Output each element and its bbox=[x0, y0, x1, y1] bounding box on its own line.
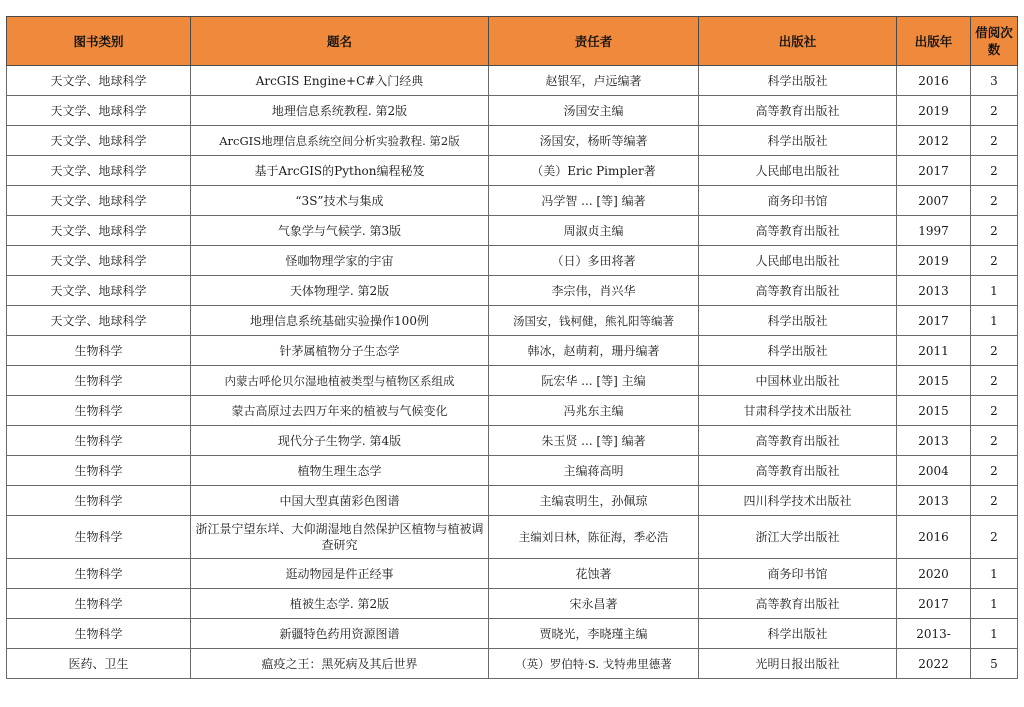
cell-borrow-count: 3 bbox=[971, 66, 1018, 96]
cell-year: 2013 bbox=[897, 276, 971, 306]
cell-publisher: 科学出版社 bbox=[699, 306, 897, 336]
cell-category: 天文学、地球科学 bbox=[7, 126, 191, 156]
header-row bbox=[7, 17, 1018, 66]
cell-title: ArcGIS地理信息系统空间分析实验教程. 第2版 bbox=[191, 126, 489, 156]
cell-year: 2013- bbox=[897, 619, 971, 649]
cell-title: “3S”技术与集成 bbox=[191, 186, 489, 216]
cell-author: 李宗伟，肖兴华 bbox=[489, 276, 699, 306]
cell-category: 生物科学 bbox=[7, 366, 191, 396]
book-borrow-table bbox=[6, 16, 1018, 679]
cell-borrow-count: 1 bbox=[971, 619, 1018, 649]
cell-borrow-count: 1 bbox=[971, 559, 1018, 589]
table-row bbox=[7, 96, 1018, 126]
cell-publisher: 高等教育出版社 bbox=[699, 96, 897, 126]
cell-author: 宋永昌著 bbox=[489, 589, 699, 619]
cell-year: 2012 bbox=[897, 126, 971, 156]
cell-borrow-count: 2 bbox=[971, 426, 1018, 456]
table-row bbox=[7, 559, 1018, 589]
cell-author: 贾晓光，李晓瑾主编 bbox=[489, 619, 699, 649]
cell-borrow-count: 2 bbox=[971, 366, 1018, 396]
table-row bbox=[7, 589, 1018, 619]
cell-author: 冯兆东主编 bbox=[489, 396, 699, 426]
cell-year: 2007 bbox=[897, 186, 971, 216]
cell-borrow-count: 1 bbox=[971, 306, 1018, 336]
cell-publisher: 科学出版社 bbox=[699, 619, 897, 649]
cell-author: 汤国安，杨昕等编著 bbox=[489, 126, 699, 156]
cell-borrow-count: 2 bbox=[971, 156, 1018, 186]
cell-author: （日）多田将著 bbox=[489, 246, 699, 276]
cell-year: 2015 bbox=[897, 366, 971, 396]
cell-borrow-count: 2 bbox=[971, 516, 1018, 559]
cell-category: 生物科学 bbox=[7, 516, 191, 559]
cell-publisher: 商务印书馆 bbox=[699, 186, 897, 216]
table-row bbox=[7, 306, 1018, 336]
header-year: 出版年 bbox=[897, 17, 971, 66]
cell-year: 2011 bbox=[897, 336, 971, 366]
cell-year: 2016 bbox=[897, 516, 971, 559]
cell-category: 天文学、地球科学 bbox=[7, 306, 191, 336]
cell-title: 地理信息系统教程. 第2版 bbox=[191, 96, 489, 126]
cell-year: 2015 bbox=[897, 396, 971, 426]
cell-publisher: 高等教育出版社 bbox=[699, 589, 897, 619]
cell-year: 2022 bbox=[897, 649, 971, 679]
cell-category: 生物科学 bbox=[7, 486, 191, 516]
cell-title: ArcGIS Engine+C#入门经典 bbox=[191, 66, 489, 96]
cell-borrow-count: 2 bbox=[971, 486, 1018, 516]
cell-category: 生物科学 bbox=[7, 396, 191, 426]
table-row bbox=[7, 619, 1018, 649]
cell-title: 逛动物园是件正经事 bbox=[191, 559, 489, 589]
table-row bbox=[7, 426, 1018, 456]
table-row bbox=[7, 516, 1018, 559]
cell-title: 瘟疫之王：黑死病及其后世界 bbox=[191, 649, 489, 679]
cell-borrow-count: 5 bbox=[971, 649, 1018, 679]
cell-year: 2016 bbox=[897, 66, 971, 96]
cell-author: 主编蒋高明 bbox=[489, 456, 699, 486]
cell-category: 生物科学 bbox=[7, 456, 191, 486]
table-row bbox=[7, 366, 1018, 396]
cell-title: 天体物理学. 第2版 bbox=[191, 276, 489, 306]
cell-borrow-count: 2 bbox=[971, 336, 1018, 366]
cell-borrow-count: 2 bbox=[971, 126, 1018, 156]
table-row bbox=[7, 126, 1018, 156]
cell-publisher: 人民邮电出版社 bbox=[699, 246, 897, 276]
table-row bbox=[7, 336, 1018, 366]
cell-borrow-count: 2 bbox=[971, 96, 1018, 126]
cell-year: 2013 bbox=[897, 426, 971, 456]
cell-publisher: 浙江大学出版社 bbox=[699, 516, 897, 559]
cell-borrow-count: 2 bbox=[971, 216, 1018, 246]
table-row bbox=[7, 66, 1018, 96]
header-category: 图书类别 bbox=[7, 17, 191, 66]
cell-title: 地理信息系统基础实验操作100例 bbox=[191, 306, 489, 336]
table-row bbox=[7, 276, 1018, 306]
cell-category: 天文学、地球科学 bbox=[7, 186, 191, 216]
cell-borrow-count: 1 bbox=[971, 589, 1018, 619]
cell-category: 天文学、地球科学 bbox=[7, 276, 191, 306]
cell-author: 韩冰，赵萌莉，珊丹编著 bbox=[489, 336, 699, 366]
cell-title: 新疆特色药用资源图谱 bbox=[191, 619, 489, 649]
table-row bbox=[7, 216, 1018, 246]
cell-publisher: 科学出版社 bbox=[699, 336, 897, 366]
cell-author: （英）罗伯特·S. 戈特弗里德著 bbox=[489, 649, 699, 679]
header-borrow-count: 借阅次数 bbox=[971, 17, 1018, 66]
cell-author: 汤国安，钱柯健，熊礼阳等编著 bbox=[489, 306, 699, 336]
cell-borrow-count: 2 bbox=[971, 456, 1018, 486]
cell-year: 1997 bbox=[897, 216, 971, 246]
cell-year: 2019 bbox=[897, 246, 971, 276]
cell-publisher: 四川科学技术出版社 bbox=[699, 486, 897, 516]
cell-publisher: 高等教育出版社 bbox=[699, 216, 897, 246]
cell-title: 现代分子生物学. 第4版 bbox=[191, 426, 489, 456]
cell-publisher: 科学出版社 bbox=[699, 126, 897, 156]
cell-title: 基于ArcGIS的Python编程秘笈 bbox=[191, 156, 489, 186]
table-row bbox=[7, 246, 1018, 276]
cell-year: 2017 bbox=[897, 306, 971, 336]
cell-publisher: 商务印书馆 bbox=[699, 559, 897, 589]
header-author: 责任者 bbox=[489, 17, 699, 66]
cell-author: 朱玉贤 ... [等] 编著 bbox=[489, 426, 699, 456]
cell-title: 浙江景宁望东垟、大仰湖湿地自然保护区植物与植被调查研究 bbox=[191, 516, 489, 559]
cell-publisher: 科学出版社 bbox=[699, 66, 897, 96]
cell-publisher: 高等教育出版社 bbox=[699, 276, 897, 306]
cell-author: （美）Eric Pimpler著 bbox=[489, 156, 699, 186]
cell-title: 蒙古高原过去四万年来的植被与气候变化 bbox=[191, 396, 489, 426]
cell-year: 2004 bbox=[897, 456, 971, 486]
cell-author: 冯学智 ... [等] 编著 bbox=[489, 186, 699, 216]
cell-publisher: 高等教育出版社 bbox=[699, 456, 897, 486]
document-page bbox=[6, 16, 1017, 679]
cell-year: 2020 bbox=[897, 559, 971, 589]
cell-author: 主编袁明生，孙佩琼 bbox=[489, 486, 699, 516]
cell-borrow-count: 2 bbox=[971, 186, 1018, 216]
cell-category: 生物科学 bbox=[7, 589, 191, 619]
cell-title: 中国大型真菌彩色图谱 bbox=[191, 486, 489, 516]
cell-title: 怪咖物理学家的宇宙 bbox=[191, 246, 489, 276]
header-title: 题名 bbox=[191, 17, 489, 66]
table-row bbox=[7, 456, 1018, 486]
cell-category: 天文学、地球科学 bbox=[7, 156, 191, 186]
cell-title: 内蒙古呼伦贝尔湿地植被类型与植物区系组成 bbox=[191, 366, 489, 396]
table-row bbox=[7, 186, 1018, 216]
table-row bbox=[7, 649, 1018, 679]
cell-author: 汤国安主编 bbox=[489, 96, 699, 126]
cell-author: 赵银军，卢远编著 bbox=[489, 66, 699, 96]
cell-category: 医药、卫生 bbox=[7, 649, 191, 679]
cell-author: 主编刘日林，陈征海，季必浩 bbox=[489, 516, 699, 559]
cell-publisher: 人民邮电出版社 bbox=[699, 156, 897, 186]
cell-publisher: 中国林业出版社 bbox=[699, 366, 897, 396]
header-publisher: 出版社 bbox=[699, 17, 897, 66]
cell-publisher: 高等教育出版社 bbox=[699, 426, 897, 456]
cell-category: 生物科学 bbox=[7, 336, 191, 366]
cell-year: 2019 bbox=[897, 96, 971, 126]
cell-title: 植物生理生态学 bbox=[191, 456, 489, 486]
cell-author: 花蚀著 bbox=[489, 559, 699, 589]
cell-borrow-count: 1 bbox=[971, 276, 1018, 306]
cell-year: 2017 bbox=[897, 156, 971, 186]
cell-category: 生物科学 bbox=[7, 619, 191, 649]
cell-author: 周淑贞主编 bbox=[489, 216, 699, 246]
cell-publisher: 光明日报出版社 bbox=[699, 649, 897, 679]
cell-year: 2013 bbox=[897, 486, 971, 516]
table-row bbox=[7, 396, 1018, 426]
cell-publisher: 甘肃科学技术出版社 bbox=[699, 396, 897, 426]
cell-borrow-count: 2 bbox=[971, 246, 1018, 276]
cell-author: 阮宏华 ... [等] 主编 bbox=[489, 366, 699, 396]
cell-year: 2017 bbox=[897, 589, 971, 619]
cell-category: 生物科学 bbox=[7, 426, 191, 456]
cell-category: 天文学、地球科学 bbox=[7, 96, 191, 126]
cell-category: 天文学、地球科学 bbox=[7, 216, 191, 246]
cell-category: 生物科学 bbox=[7, 559, 191, 589]
table-row bbox=[7, 486, 1018, 516]
cell-category: 天文学、地球科学 bbox=[7, 66, 191, 96]
cell-title: 植被生态学. 第2版 bbox=[191, 589, 489, 619]
table-row bbox=[7, 156, 1018, 186]
cell-category: 天文学、地球科学 bbox=[7, 246, 191, 276]
cell-title: 气象学与气候学. 第3版 bbox=[191, 216, 489, 246]
cell-title: 针茅属植物分子生态学 bbox=[191, 336, 489, 366]
cell-borrow-count: 2 bbox=[971, 396, 1018, 426]
